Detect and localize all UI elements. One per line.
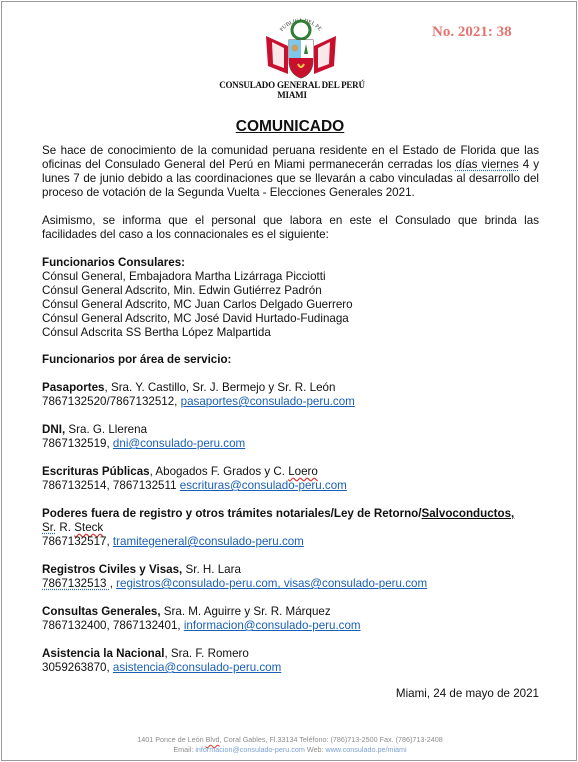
consulado-name: CONSULADO GENERAL DEL PERÚ MIAMI [219,80,365,100]
document-page [1,1,577,761]
email-link-asistencia[interactable]: asistencia@consulado-peru.com [112,661,282,674]
service-registros: Registros Civiles y Visas, Sr. H. Lara 7867132513 , registros@consulado-peru.com, visas@consulado-peru.com [42,563,428,590]
footer-web-link[interactable]: www.consulado.pe/miami [325,744,407,754]
service-pasaportes: Pasaportes, Sra. Y. Castillo, Sr. J. Bermejo y Sr. R. León 7867132520/7867132512, pasaportes@consulado-peru.com [42,381,355,408]
svg-text:REPUBLICA DEL PERU: PUBLICA DEL PE [279,18,323,33]
footer-email-link[interactable]: informacion@consulado-peru.com [195,744,305,754]
service-escrituras: Escrituras Públicas, Abogados F. Grados y C. Loero 7867132514, 7867132511 escrituras@consulado-peru.com [42,465,347,492]
consular-officer-item: Cónsul General Adscrito, Min. Edwin Gutiérrez Padrón [42,284,322,297]
consular-officer-item: Cónsul General, Embajadora Martha Lizárraga Picciotti [42,270,326,283]
intro-paragraph: Se hace de conocimiento de la comunidad peruana residente en el Estado de Florida que las oficinas del Consulado General del Perú en Miami permanecerán cerradas los días viernes 4 y lunes 7 de junio debido a las coordinaciones que se llevarán a cabo vinculadas al desarrollo del proceso de votación de la Segunda Vuelta - Elecciones Generales 2021. [42,144,540,199]
document-date: Miami, 24 de mayo de 2021 [395,687,539,700]
consular-officer-item: Cónsul Adscrita SS Bertha López Malpartida [42,326,271,339]
email-link-registros-visas[interactable]: registros@consulado-peru.com, visas@consulado-peru.com [116,577,428,590]
document-title: COMUNICADO [235,118,345,135]
email-link-tramitegeneral[interactable]: tramitegeneral@consulado-peru.com [112,535,304,548]
consular-officers-section [42,256,539,340]
service-dni: DNI, Sra. G. Llerena 7867132519, dni@consulado-peru.com [42,423,246,450]
document-number: No. 2021: 38 [432,24,512,40]
consular-officer-item: Cónsul General Adscrito, MC Juan Carlos Delgado Guerrero [42,298,353,311]
email-link-dni[interactable]: dni@consulado-peru.com [112,437,246,450]
document-body [42,144,539,701]
service-asistencia: Asistencia la Nacional, Sra. F. Romero 3059263870, asistencia@consulado-peru.com [42,647,282,674]
email-link-informacion[interactable]: informacion@consulado-peru.com [183,619,361,632]
consular-officers-heading: Funcionarios Consulares: [42,256,186,269]
email-link-escrituras[interactable]: escrituras@consulado-peru.com [179,479,347,492]
service-areas-heading: Funcionarios por área de servicio: [42,353,232,366]
service-consultas: Consultas Generales, Sra. M. Aguirre y Sr. R. Márquez 7867132400, 7867132401, informacion@consulado-peru.com [42,605,361,632]
document-footer: 1401 Ponce de León Blvd, Coral Gables, Fl.33134 Teléfono: (786)713-2500 Fax. (786)713-2408 Email: informacion@consulado-peru.com Web: www.consulado.pe/miami [137,735,443,754]
email-link-pasaportes[interactable]: pasaportes@consulado-peru.com [180,395,355,408]
service-poderes: Poderes fuera de registro y otros trámites notariales/Ley de Retorno/Salvoconductos, Sr. R. Steck 7867132517, tramitegeneral@consulado-peru.com [42,507,515,548]
consular-officer-item: Cónsul General Adscrito, MC José David Hurtado-Fudinaga [42,312,349,325]
staff-intro-paragraph: Asimismo, se informa que el personal que labora en este el Consulado que brinda las facilidades del caso a los connacionales es el siguiente: [42,214,539,241]
peru-coat-of-arms-icon [258,8,344,86]
